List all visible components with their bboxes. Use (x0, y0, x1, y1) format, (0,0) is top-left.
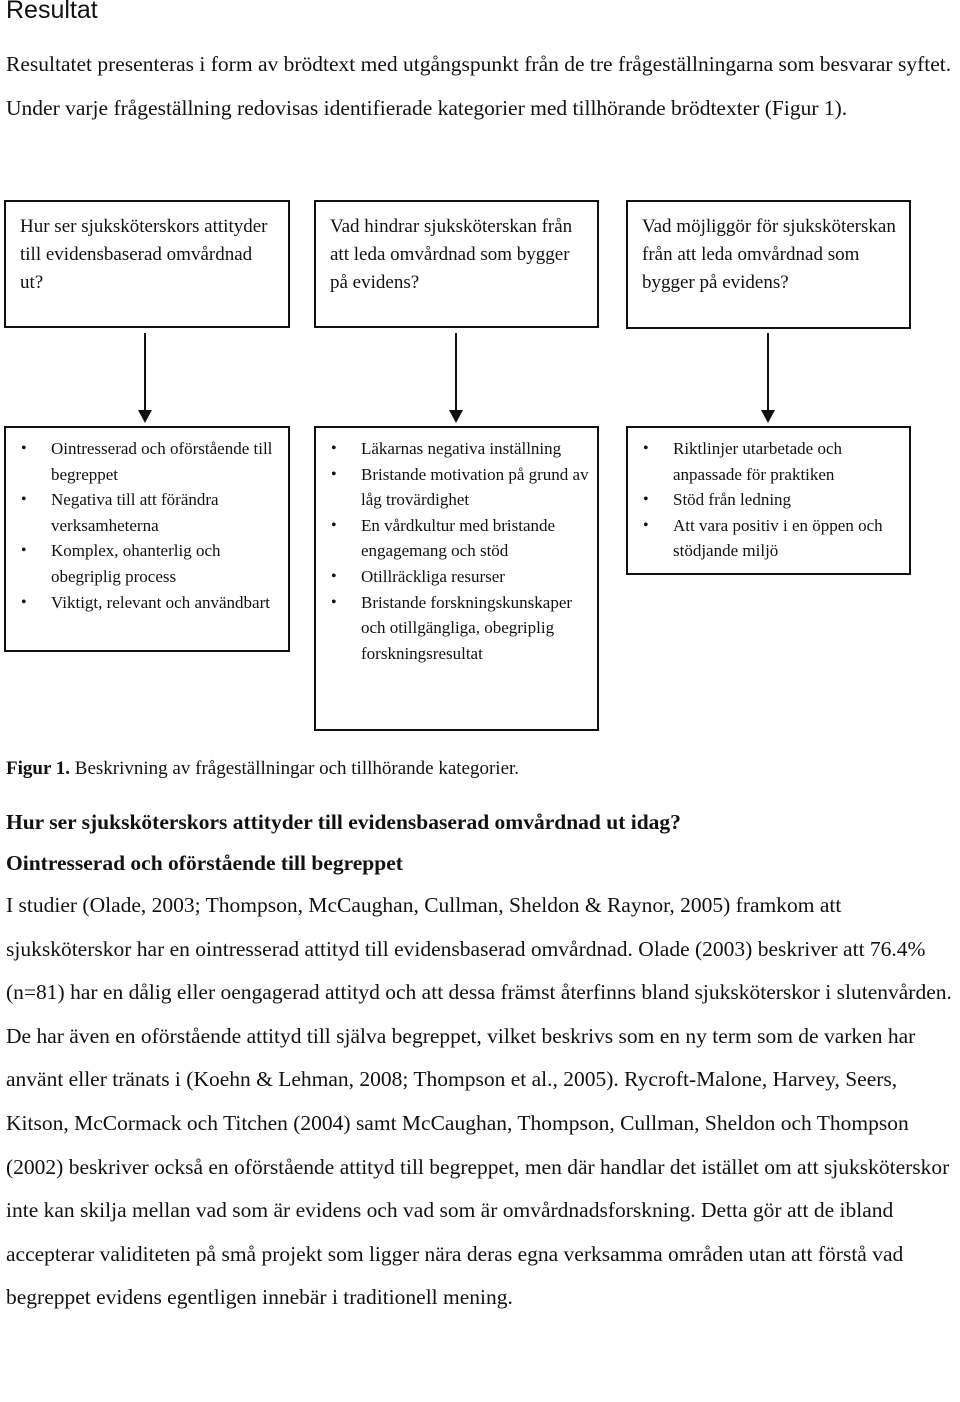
category-heading: Ointresserad och oförstående till begreppet (6, 851, 403, 875)
category-box-2 (314, 426, 599, 731)
figure-caption (6, 758, 519, 780)
intro-paragraph: Resultatet presenteras i form av brödtext med utgångspunkt från de tre frågeställningarna som besvarar syftet. Under varje frågeställning redovisas identifierade kategorier med tillhörande brödtexter (Figur 1). (6, 52, 952, 120)
category-box-1 (4, 426, 290, 652)
arrow-down-3 (767, 333, 769, 411)
category-item: • Att vara positiv i en öppen och stödjande miljö (640, 513, 901, 564)
category-item: • Negativa till att förändra verksamheterna (18, 487, 280, 538)
arrow-down-1 (144, 333, 146, 411)
category-item: • En vårdkultur med bristande engagemang och stöd (328, 513, 589, 564)
arrow-down-2 (455, 333, 457, 411)
category-item: • Komplex, ohanterlig och obegriplig process (18, 538, 280, 589)
category-item: • Bristande motivation på grund av låg trovärdighet (328, 462, 589, 513)
category-item: • Riktlinjer utarbetade och anpassade för praktiken (640, 436, 901, 487)
category-item: • Läkarnas negativa inställning (328, 436, 589, 462)
category-item: • Ointresserad och oförstående till begreppet (18, 436, 280, 487)
body-paragraph: I studier (Olade, 2003; Thompson, McCaughan, Cullman, Sheldon & Raynor, 2005) framkom att sjuksköterskor har en ointresserad attityd till evidensbaserad omvårdnad. Olade (2003) beskriver att 76.4% (n=81) har en dålig eller oengagerad attityd och att dessa främst återfinns bland sjuksköterskor i slutenvården. De har även en oförstående attityd till själva begreppet, vilket beskrivs som en ny term som de varken har använt eller tränats i (Koehn & Lehman, 2008; Thompson et al., 2005). Rycroft-Malone, Harvey, Seers, Kitson, McCormack och Titchen (2004) samt McCaughan, Thompson, Cullman, Sheldon och Thompson (2002) beskriver också en oförstående attityd till begreppet, men där handlar det istället om att sjuksköterskor inte kan skilja mellan vad som är evidens och vad som är omvårdnadsforskning. Detta gör att de ibland accepterar validiteten på små projekt som ligger nära deras egna verksamma områden utan att förstå vad begreppet evidens egentligen innebär i traditionell mening. (6, 893, 952, 1310)
figure-caption-label: Figur 1. (6, 758, 71, 779)
category-box-3 (626, 426, 911, 575)
question-box-3: Vad möjliggör för sjuksköterskan från att leda omvårdnad som bygger på evidens? (626, 200, 911, 329)
category-item: • Bristande forskningskunskaper och otillgängliga, obegriplig forskningsresultat (328, 590, 589, 667)
question-box-1: Hur ser sjuksköterskors attityder till evidensbaserad omvårdnad ut? (4, 200, 290, 328)
category-item: • Otillräckliga resurser (328, 564, 589, 590)
category-item: • Viktigt, relevant och användbart (18, 590, 280, 616)
section-heading: Resultat (6, 0, 98, 24)
figure-caption-text: Beskrivning av frågeställningar och tillhörande kategorier. (70, 758, 520, 779)
research-question-heading: Hur ser sjuksköterskors attityder till evidensbaserad omvårdnad ut idag? (6, 810, 681, 834)
question-box-2: Vad hindrar sjuksköterskan från att leda omvårdnad som bygger på evidens? (314, 200, 599, 328)
category-item: • Stöd från ledning (640, 487, 901, 513)
